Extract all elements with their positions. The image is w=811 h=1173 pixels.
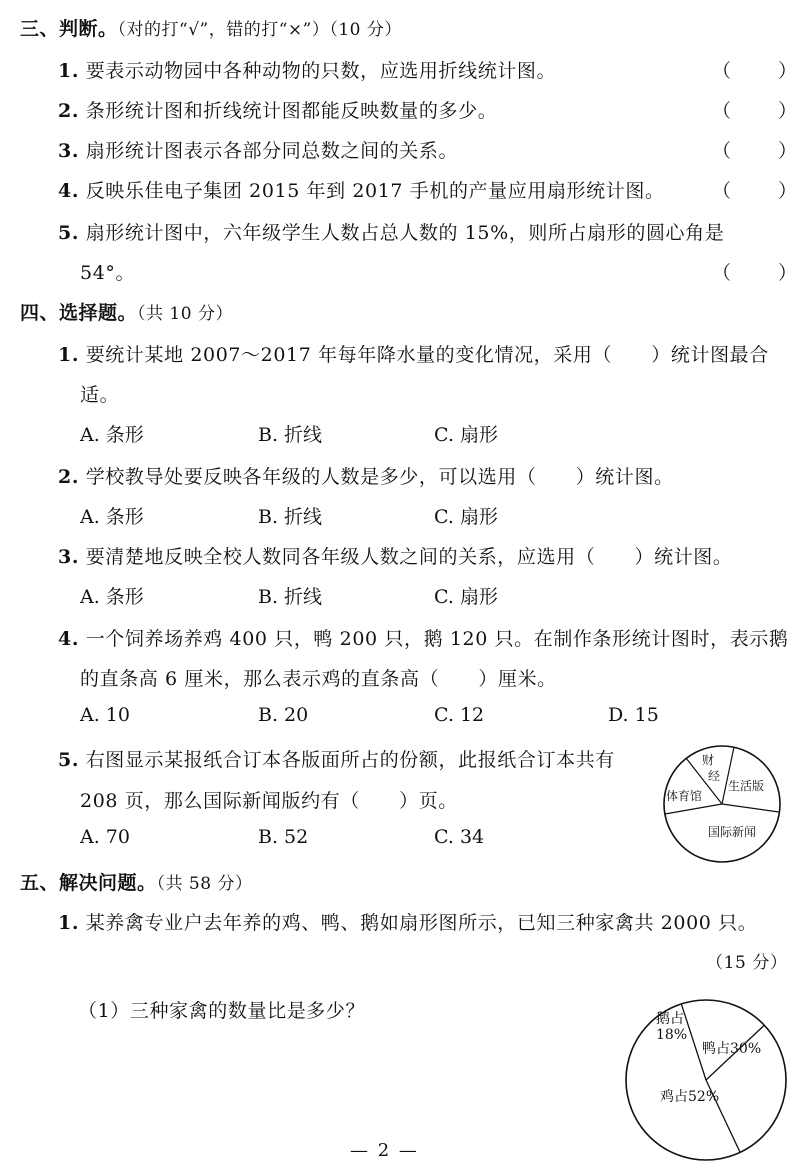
option-c[interactable]: C. 12: [434, 704, 485, 726]
s3-item-4: [58, 176, 665, 203]
s4-q1: [58, 340, 769, 367]
item-number: 4.: [58, 628, 80, 650]
option-b[interactable]: B. 20: [258, 704, 309, 726]
option-d[interactable]: D. 15: [608, 704, 659, 726]
item-number: 3.: [58, 546, 80, 568]
item-text: 要统计某地 2007～2017 年每年降水量的变化情况，采用（ ）统计图最合: [85, 344, 769, 366]
answer-blank[interactable]: （ ）: [712, 262, 811, 284]
newspaper-pie-chart: [660, 742, 784, 866]
page-number: — 2 —: [350, 1140, 419, 1161]
option-a[interactable]: A. 条形: [80, 424, 144, 446]
s4-q3: [58, 542, 733, 569]
section5-heading: [20, 868, 252, 895]
pie-label-goose-pct: 18%: [656, 1027, 688, 1043]
s4-q2: [58, 462, 674, 489]
item-number: 2.: [58, 466, 80, 488]
section5-title: 五、解决问题。: [20, 872, 157, 894]
pie-label-finance-1: 财: [702, 753, 715, 767]
item-number: 5.: [58, 222, 80, 244]
item-number: 1.: [58, 60, 80, 82]
item-text: 某养禽专业户去年养的鸡、鸭、鹅如扇形图所示，已知三种家禽共 2000 只。: [85, 912, 758, 934]
option-a[interactable]: A. 10: [80, 704, 130, 726]
answer-blank[interactable]: （ ）: [712, 180, 811, 202]
pie-label-duck: 鸭占30%: [702, 1041, 762, 1057]
s5-q1: [58, 908, 757, 935]
item-text: 学校教导处要反映各年级的人数是多少，可以选用（ ）统计图。: [85, 466, 674, 488]
section3-instructions: （对的打“√”，错的打“×”）（10 分）: [117, 20, 402, 40]
s4-q5-line2: 208 页，那么国际新闻版约有（ ）页。: [80, 790, 458, 812]
option-c[interactable]: C. 扇形: [434, 424, 498, 446]
s4-q5: [58, 745, 615, 772]
answer-blank[interactable]: （ ）: [712, 100, 811, 122]
item-text: 反映乐佳电子集团 2015 年到 2017 手机的产量应用扇形统计图。: [85, 180, 665, 202]
option-b[interactable]: B. 折线: [258, 586, 323, 608]
option-b[interactable]: B. 折线: [258, 424, 323, 446]
s3-item-2: [58, 96, 497, 123]
poultry-pie-chart: [620, 994, 792, 1154]
option-b[interactable]: B. 52: [258, 826, 309, 848]
s3-item-5-line2: 54°。: [80, 262, 136, 284]
section4-heading: [20, 298, 233, 325]
s3-item-5: [58, 218, 724, 245]
pie-label-goose: 鹅占: [656, 1011, 684, 1027]
item-number: 2.: [58, 100, 80, 122]
section3-title: 三、判断。: [20, 18, 118, 40]
item-number: 4.: [58, 180, 80, 202]
item-text: 扇形统计图中，六年级学生人数占总人数的 15%，则所占扇形的圆心角是: [85, 222, 725, 244]
pie-label-intl: 国际新闻: [708, 825, 757, 839]
section4-instructions: （共 10 分）: [137, 304, 233, 324]
pie-label-chicken: 鸡占52%: [660, 1089, 720, 1105]
option-c[interactable]: C. 扇形: [434, 506, 498, 528]
pie-label-sports: 体育馆: [666, 789, 703, 803]
score-label: （15 分）: [706, 953, 788, 973]
answer-blank[interactable]: （ ）: [712, 140, 811, 162]
option-a[interactable]: A. 条形: [80, 506, 144, 528]
pie-label-finance-2: 经: [708, 769, 721, 783]
section4-title: 四、选择题。: [20, 302, 138, 324]
s3-item-1: [58, 56, 556, 83]
item-text: 右图显示某报纸合订本各版面所占的份额，此报纸合订本共有: [85, 749, 615, 771]
item-text: 扇形统计图表示各部分同总数之间的关系。: [85, 140, 459, 162]
item-number: 5.: [58, 749, 80, 771]
section5-instructions: （共 58 分）: [156, 874, 253, 894]
option-a[interactable]: A. 70: [80, 826, 130, 848]
s5-q1-sub1: （1）三种家禽的数量比是多少？: [78, 1000, 366, 1022]
option-c[interactable]: C. 扇形: [434, 586, 498, 608]
item-text: 要清楚地反映全校人数同各年级人数之间的关系，应选用（ ）统计图。: [85, 546, 733, 568]
pie-label-life: 生活版: [728, 779, 765, 793]
item-number: 1.: [58, 344, 80, 366]
s4-q4: [58, 624, 789, 651]
s4-q4-line2: 的直条高 6 厘米，那么表示鸡的直条高（ ）厘米。: [80, 668, 557, 690]
item-text: 条形统计图和折线统计图都能反映数量的多少。: [85, 100, 498, 122]
s4-q1-line2: 适。: [80, 384, 120, 406]
item-text: 一个饲养场养鸡 400 只，鸭 200 只，鹅 120 只。在制作条形统计图时，表示鹅: [85, 628, 789, 650]
item-text: 要表示动物园中各种动物的只数，应选用折线统计图。: [85, 60, 557, 82]
option-c[interactable]: C. 34: [434, 826, 485, 848]
s3-item-3: [58, 136, 458, 163]
option-b[interactable]: B. 折线: [258, 506, 323, 528]
section3-heading: [20, 14, 402, 41]
option-a[interactable]: A. 条形: [80, 586, 144, 608]
answer-blank[interactable]: （ ）: [712, 60, 811, 82]
item-number: 1.: [58, 912, 80, 934]
item-number: 3.: [58, 140, 80, 162]
